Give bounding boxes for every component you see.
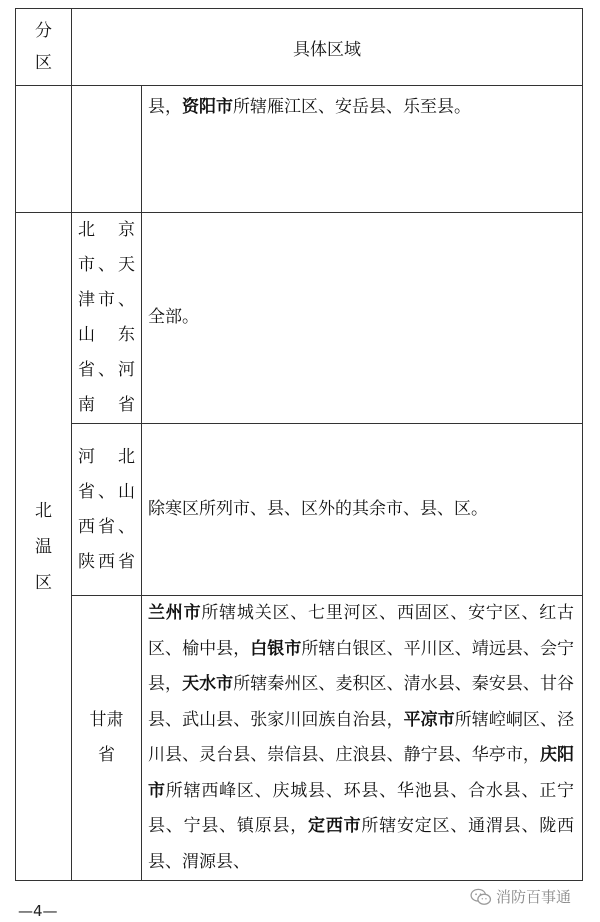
page-number: —4— — [18, 902, 58, 920]
gansu-city-name: 兰州市 — [148, 603, 202, 623]
continued-row — [16, 86, 583, 213]
gansu-text: 所辖白银区、平川区、靖远县、会宁县， — [148, 638, 574, 694]
table-row — [16, 213, 583, 424]
area-text: 全部。 — [148, 307, 199, 328]
continued-city-name: 资阳市 — [182, 97, 233, 117]
watermark-text: 消防百事通 — [496, 888, 572, 906]
gansu-city-name: 定西市 — [308, 816, 362, 836]
gansu-city-name: 天水市 — [182, 674, 234, 694]
gansu-city-name: 平凉市 — [403, 709, 455, 730]
area-text: 除寒区所列市、县、区外的其余市、县、区。 — [148, 498, 488, 519]
table-row — [16, 424, 583, 596]
province-label: 甘肃省 — [89, 710, 124, 765]
gansu-text: 所辖崆峒区、泾川县、灵台县、崇信县、庄浪县、静宁县、华亭市， — [148, 709, 574, 765]
gansu-city-name: 白银市 — [250, 638, 302, 659]
header-zone-cell — [16, 9, 72, 86]
area-cell-2 — [142, 424, 583, 596]
north-zone-cell — [16, 213, 72, 881]
table-row — [16, 596, 583, 881]
area-cell-3 — [142, 596, 583, 881]
province-label: 北京市、天津市、山东省、河南省 — [78, 220, 135, 415]
continued-text: 所辖雁江区、安岳县、乐至县。 — [233, 97, 471, 117]
area-cell-1 — [142, 213, 583, 424]
continued-text: 县， — [148, 97, 182, 117]
continued-zone-cell — [16, 86, 72, 213]
header-area-label: 具体区域 — [293, 39, 361, 60]
wechat-icon — [470, 888, 492, 906]
continued-province-cell — [72, 86, 142, 213]
province-cell-2 — [72, 424, 142, 596]
province-cell-1 — [72, 213, 142, 424]
header-area-cell — [72, 9, 583, 86]
gansu-text: 所辖西峰区、庆城县、环县、华池县、合水县、正宁县、宁县、镇原县， — [148, 780, 575, 836]
header-zone-label: 分区 — [35, 21, 52, 73]
gansu-text: 所辖安定区、通渭县、陇西县、渭源县、 — [148, 816, 575, 872]
region-table — [15, 8, 583, 881]
gansu-text: 所辖城关区、七里河区、西固区、安宁区、红古区、榆中县， — [148, 603, 575, 659]
north-zone-label: 北温区 — [35, 500, 52, 593]
province-cell-3 — [72, 596, 142, 881]
province-label: 河北省、山西省、陕西省 — [78, 446, 135, 572]
watermark — [470, 886, 571, 907]
gansu-city-name: 庆阳市 — [148, 745, 575, 801]
gansu-text: 所辖秦州区、麦积区、清水县、秦安县、甘谷县、武山县、张家川回族自治县， — [148, 674, 575, 730]
header-row — [16, 9, 583, 86]
continued-area-cell — [142, 86, 583, 213]
